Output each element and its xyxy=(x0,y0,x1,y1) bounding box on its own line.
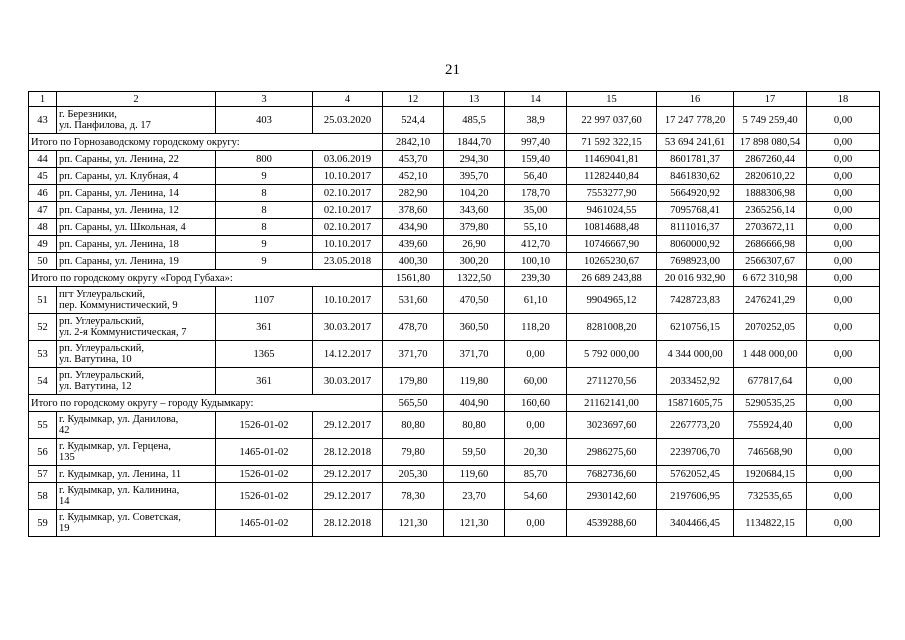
table-cell: 9 xyxy=(216,236,313,253)
header-cell: 13 xyxy=(444,92,505,107)
table-cell: 85,70 xyxy=(505,466,567,483)
address-cell: г. Кудымкар, ул. Данилова, 42 xyxy=(57,412,216,439)
table-cell: 02.10.2017 xyxy=(313,202,383,219)
table-row xyxy=(29,368,880,395)
table-cell: 0,00 xyxy=(807,236,880,253)
table-cell: 0,00 xyxy=(807,168,880,185)
header-cell: 16 xyxy=(657,92,734,107)
table-cell: 0,00 xyxy=(807,466,880,483)
row-number: 49 xyxy=(29,236,57,253)
address-cell: г. Березники, ул. Панфилова, д. 17 xyxy=(57,107,216,134)
table-cell: 8461830,62 xyxy=(657,168,734,185)
row-number: 53 xyxy=(29,341,57,368)
table-cell: 02.10.2017 xyxy=(313,185,383,202)
table-row xyxy=(29,412,880,439)
table-cell: 2867260,44 xyxy=(734,151,807,168)
table-cell: 0,00 xyxy=(505,412,567,439)
table-row xyxy=(29,185,880,202)
header-cell: 4 xyxy=(313,92,383,107)
table-row xyxy=(29,341,880,368)
table-cell: 0,00 xyxy=(807,287,880,314)
subtotal-cell: 1844,70 xyxy=(444,134,505,151)
table-cell: 1365 xyxy=(216,341,313,368)
table-cell: 0,00 xyxy=(807,341,880,368)
table-cell: 0,00 xyxy=(505,341,567,368)
table-cell: 524,4 xyxy=(383,107,444,134)
table-cell: 2930142,60 xyxy=(567,483,657,510)
address-cell: рп. Сараны, ул. Ленина, 22 xyxy=(57,151,216,168)
table-cell: 0,00 xyxy=(807,151,880,168)
table-cell: 2267773,20 xyxy=(657,412,734,439)
address-cell: г. Кудымкар, ул. Калинина, 14 xyxy=(57,483,216,510)
data-table xyxy=(28,91,880,537)
table-cell: 0,00 xyxy=(807,253,880,270)
table-row xyxy=(29,219,880,236)
table-cell: 11282440,84 xyxy=(567,168,657,185)
table-cell: 371,70 xyxy=(444,341,505,368)
table-cell: 2365256,14 xyxy=(734,202,807,219)
table-cell: 1526-01-02 xyxy=(216,466,313,483)
table-cell: 8601781,37 xyxy=(657,151,734,168)
subtotal-row xyxy=(29,270,880,287)
table-cell: 1526-01-02 xyxy=(216,412,313,439)
table-cell: 5 749 259,40 xyxy=(734,107,807,134)
table-cell: 59,50 xyxy=(444,439,505,466)
table-cell: 1526-01-02 xyxy=(216,483,313,510)
row-number: 55 xyxy=(29,412,57,439)
table-cell: 452,10 xyxy=(383,168,444,185)
table-cell: 5 792 000,00 xyxy=(567,341,657,368)
table-cell: 3023697,60 xyxy=(567,412,657,439)
row-number: 43 xyxy=(29,107,57,134)
table-cell: 10.10.2017 xyxy=(313,287,383,314)
table-cell: 55,10 xyxy=(505,219,567,236)
table-cell: 2239706,70 xyxy=(657,439,734,466)
header-row xyxy=(29,92,880,107)
table-cell: 343,60 xyxy=(444,202,505,219)
table-row xyxy=(29,439,880,466)
table-cell: 531,60 xyxy=(383,287,444,314)
subtotal-cell: 26 689 243,88 xyxy=(567,270,657,287)
table-cell: 395,70 xyxy=(444,168,505,185)
row-number: 59 xyxy=(29,510,57,537)
address-cell: пгт Углеуральский, пер. Коммунистический, 9 xyxy=(57,287,216,314)
table-cell: 30.03.2017 xyxy=(313,368,383,395)
table-cell: 5762052,45 xyxy=(657,466,734,483)
table-cell: 7553277,90 xyxy=(567,185,657,202)
table-row xyxy=(29,202,880,219)
header-cell: 1 xyxy=(29,92,57,107)
address-cell: рп. Сараны, ул. Ленина, 19 xyxy=(57,253,216,270)
subtotal-cell: 0,00 xyxy=(807,270,880,287)
table-cell: 1888306,98 xyxy=(734,185,807,202)
header-cell: 18 xyxy=(807,92,880,107)
table-cell: 26,90 xyxy=(444,236,505,253)
address-cell: рп. Сараны, ул. Клубная, 4 xyxy=(57,168,216,185)
table-cell: 25.03.2020 xyxy=(313,107,383,134)
table-cell: 378,60 xyxy=(383,202,444,219)
table-cell: 0,00 xyxy=(807,483,880,510)
table-cell: 282,90 xyxy=(383,185,444,202)
table-cell: 732535,65 xyxy=(734,483,807,510)
table-cell: 400,30 xyxy=(383,253,444,270)
table-cell: 300,20 xyxy=(444,253,505,270)
table-cell: 22 997 037,60 xyxy=(567,107,657,134)
subtotal-cell: 15871605,75 xyxy=(657,395,734,412)
subtotal-row xyxy=(29,134,880,151)
table-cell: 178,70 xyxy=(505,185,567,202)
table-cell: 677817,64 xyxy=(734,368,807,395)
table-cell: 0,00 xyxy=(807,202,880,219)
address-cell: рп. Сараны, ул. Школьная, 4 xyxy=(57,219,216,236)
table-cell: 294,30 xyxy=(444,151,505,168)
table-cell: 4539288,60 xyxy=(567,510,657,537)
row-number: 56 xyxy=(29,439,57,466)
header-cell: 12 xyxy=(383,92,444,107)
table-cell: 2476241,29 xyxy=(734,287,807,314)
table-cell: 4 344 000,00 xyxy=(657,341,734,368)
table-row xyxy=(29,253,880,270)
table-cell: 30.03.2017 xyxy=(313,314,383,341)
table-cell: 29.12.2017 xyxy=(313,466,383,483)
table-cell: 434,90 xyxy=(383,219,444,236)
subtotal-cell: 53 694 241,61 xyxy=(657,134,734,151)
table-cell: 360,50 xyxy=(444,314,505,341)
table-cell: 412,70 xyxy=(505,236,567,253)
table-cell: 8060000,92 xyxy=(657,236,734,253)
table-cell: 28.12.2018 xyxy=(313,510,383,537)
subtotal-cell: 1561,80 xyxy=(383,270,444,287)
table-cell: 159,40 xyxy=(505,151,567,168)
table-cell: 9461024,55 xyxy=(567,202,657,219)
table-cell: 14.12.2017 xyxy=(313,341,383,368)
table-cell: 119,60 xyxy=(444,466,505,483)
subtotal-cell: 997,40 xyxy=(505,134,567,151)
row-number: 51 xyxy=(29,287,57,314)
subtotal-cell: 0,00 xyxy=(807,134,880,151)
table-cell: 0,00 xyxy=(807,107,880,134)
header-cell: 3 xyxy=(216,92,313,107)
table-cell: 371,70 xyxy=(383,341,444,368)
row-number: 47 xyxy=(29,202,57,219)
table-cell: 453,70 xyxy=(383,151,444,168)
table-cell: 54,60 xyxy=(505,483,567,510)
table-cell: 29.12.2017 xyxy=(313,483,383,510)
table-cell: 379,80 xyxy=(444,219,505,236)
table-cell: 8111016,37 xyxy=(657,219,734,236)
table-row xyxy=(29,483,880,510)
table-cell: 2986275,60 xyxy=(567,439,657,466)
row-number: 57 xyxy=(29,466,57,483)
subtotal-cell: 565,50 xyxy=(383,395,444,412)
table-cell: 361 xyxy=(216,314,313,341)
table-cell: 0,00 xyxy=(807,219,880,236)
table-cell: 755924,40 xyxy=(734,412,807,439)
table-row xyxy=(29,510,880,537)
table-cell: 80,80 xyxy=(383,412,444,439)
table-cell: 6210756,15 xyxy=(657,314,734,341)
subtotal-cell: 71 592 322,15 xyxy=(567,134,657,151)
table-cell: 0,00 xyxy=(505,510,567,537)
table-cell: 2820610,22 xyxy=(734,168,807,185)
table-cell: 10746667,90 xyxy=(567,236,657,253)
table-cell: 60,00 xyxy=(505,368,567,395)
table-cell: 205,30 xyxy=(383,466,444,483)
row-number: 45 xyxy=(29,168,57,185)
address-cell: рп. Углеуральский, ул. Ватутина, 12 xyxy=(57,368,216,395)
address-cell: рп. Сараны, ул. Ленина, 14 xyxy=(57,185,216,202)
table-cell: 119,80 xyxy=(444,368,505,395)
address-cell: г. Кудымкар, ул. Ленина, 11 xyxy=(57,466,216,483)
table-cell: 0,00 xyxy=(807,412,880,439)
table-cell: 439,60 xyxy=(383,236,444,253)
table-cell: 746568,90 xyxy=(734,439,807,466)
table-cell: 0,00 xyxy=(807,510,880,537)
table-cell: 361 xyxy=(216,368,313,395)
table-cell: 56,40 xyxy=(505,168,567,185)
subtotal-cell: 21162141,00 xyxy=(567,395,657,412)
table-cell: 2686666,98 xyxy=(734,236,807,253)
table-cell: 8 xyxy=(216,185,313,202)
address-cell: рп. Углеуральский, ул. Ватутина, 10 xyxy=(57,341,216,368)
table-cell: 9 xyxy=(216,253,313,270)
subtotal-cell: 160,60 xyxy=(505,395,567,412)
subtotal-cell: 2842,10 xyxy=(383,134,444,151)
subtotal-cell: 6 672 310,98 xyxy=(734,270,807,287)
table-cell: 403 xyxy=(216,107,313,134)
subtotal-label: Итого по городскому округу – городу Кудымкару: xyxy=(29,395,383,412)
table-cell: 9 xyxy=(216,168,313,185)
table-cell: 23.05.2018 xyxy=(313,253,383,270)
table-row xyxy=(29,168,880,185)
table-cell: 7698923,00 xyxy=(657,253,734,270)
subtotal-cell: 0,00 xyxy=(807,395,880,412)
table-cell: 3404466,45 xyxy=(657,510,734,537)
header-cell: 15 xyxy=(567,92,657,107)
table-cell: 8 xyxy=(216,219,313,236)
table-cell: 2070252,05 xyxy=(734,314,807,341)
table-cell: 0,00 xyxy=(807,185,880,202)
table-cell: 10814688,48 xyxy=(567,219,657,236)
subtotal-cell: 404,90 xyxy=(444,395,505,412)
subtotal-cell: 20 016 932,90 xyxy=(657,270,734,287)
table-cell: 35,00 xyxy=(505,202,567,219)
table-cell: 10.10.2017 xyxy=(313,168,383,185)
table-cell: 800 xyxy=(216,151,313,168)
table-cell: 478,70 xyxy=(383,314,444,341)
address-cell: г. Кудымкар, ул. Герцена, 135 xyxy=(57,439,216,466)
table-cell: 2703672,11 xyxy=(734,219,807,236)
table-cell: 100,10 xyxy=(505,253,567,270)
table-row xyxy=(29,466,880,483)
table-cell: 02.10.2017 xyxy=(313,219,383,236)
page-number: 21 xyxy=(445,62,460,78)
table-cell: 29.12.2017 xyxy=(313,412,383,439)
address-cell: рп. Углеуральский, ул. 2-я Коммунистическая, 7 xyxy=(57,314,216,341)
table-cell: 0,00 xyxy=(807,368,880,395)
table-row xyxy=(29,314,880,341)
table-cell: 5664920,92 xyxy=(657,185,734,202)
table-cell: 78,30 xyxy=(383,483,444,510)
table-cell: 17 247 778,20 xyxy=(657,107,734,134)
table-cell: 11469041,81 xyxy=(567,151,657,168)
table-cell: 470,50 xyxy=(444,287,505,314)
header-cell: 17 xyxy=(734,92,807,107)
table-cell: 80,80 xyxy=(444,412,505,439)
subtotal-label: Итого по городскому округу «Город Губаха»: xyxy=(29,270,383,287)
row-number: 50 xyxy=(29,253,57,270)
table-cell: 03.06.2019 xyxy=(313,151,383,168)
header-cell: 2 xyxy=(57,92,216,107)
address-cell: рп. Сараны, ул. Ленина, 12 xyxy=(57,202,216,219)
table-cell: 20,30 xyxy=(505,439,567,466)
table-cell: 104,20 xyxy=(444,185,505,202)
subtotal-cell: 1322,50 xyxy=(444,270,505,287)
table-cell: 9904965,12 xyxy=(567,287,657,314)
subtotal-cell: 17 898 080,54 xyxy=(734,134,807,151)
table-row xyxy=(29,236,880,253)
table-row xyxy=(29,287,880,314)
table-cell: 485,5 xyxy=(444,107,505,134)
row-number: 46 xyxy=(29,185,57,202)
table-cell: 2566307,67 xyxy=(734,253,807,270)
table-cell: 1465-01-02 xyxy=(216,439,313,466)
table-row xyxy=(29,107,880,134)
table-cell: 10.10.2017 xyxy=(313,236,383,253)
table-cell: 10265230,67 xyxy=(567,253,657,270)
subtotal-label: Итого по Горнозаводскому городскому округу: xyxy=(29,134,383,151)
table-cell: 179,80 xyxy=(383,368,444,395)
subtotal-cell: 5290535,25 xyxy=(734,395,807,412)
table-cell: 121,30 xyxy=(444,510,505,537)
table-cell: 8 xyxy=(216,202,313,219)
table-cell: 28.12.2018 xyxy=(313,439,383,466)
table-cell: 118,20 xyxy=(505,314,567,341)
table-row xyxy=(29,151,880,168)
row-number: 54 xyxy=(29,368,57,395)
table-cell: 61,10 xyxy=(505,287,567,314)
subtotal-cell: 239,30 xyxy=(505,270,567,287)
table-cell: 79,80 xyxy=(383,439,444,466)
address-cell: рп. Сараны, ул. Ленина, 18 xyxy=(57,236,216,253)
header-cell: 14 xyxy=(505,92,567,107)
table-cell: 2711270,56 xyxy=(567,368,657,395)
table-cell: 0,00 xyxy=(807,314,880,341)
table-cell: 1465-01-02 xyxy=(216,510,313,537)
table-cell: 7682736,60 xyxy=(567,466,657,483)
table-cell: 1 448 000,00 xyxy=(734,341,807,368)
address-cell: г. Кудымкар, ул. Советская, 19 xyxy=(57,510,216,537)
table-cell: 1107 xyxy=(216,287,313,314)
table-cell: 1920684,15 xyxy=(734,466,807,483)
row-number: 44 xyxy=(29,151,57,168)
row-number: 48 xyxy=(29,219,57,236)
table-cell: 7095768,41 xyxy=(657,202,734,219)
table-cell: 2033452,92 xyxy=(657,368,734,395)
table-cell: 0,00 xyxy=(807,439,880,466)
row-number: 58 xyxy=(29,483,57,510)
table-cell: 2197606,95 xyxy=(657,483,734,510)
row-number: 52 xyxy=(29,314,57,341)
table-cell: 121,30 xyxy=(383,510,444,537)
table-cell: 8281008,20 xyxy=(567,314,657,341)
table-cell: 38,9 xyxy=(505,107,567,134)
table-cell: 23,70 xyxy=(444,483,505,510)
table-cell: 1134822,15 xyxy=(734,510,807,537)
subtotal-row xyxy=(29,395,880,412)
table-cell: 7428723,83 xyxy=(657,287,734,314)
